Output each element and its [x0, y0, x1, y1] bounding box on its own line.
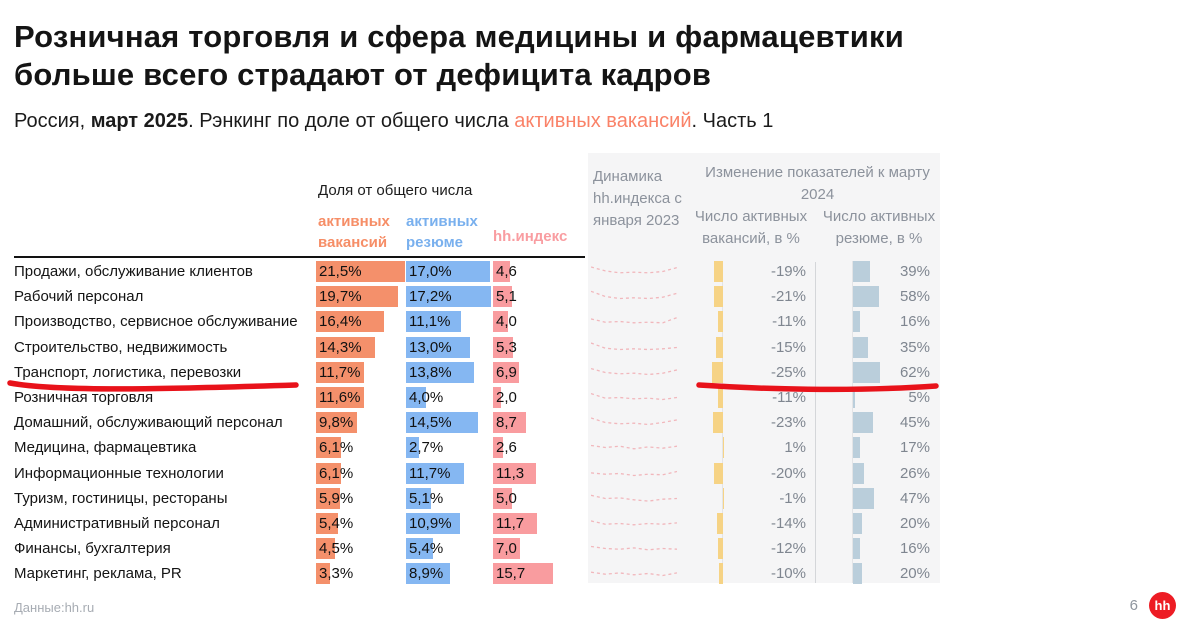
subtitle-text3: . Часть 1	[691, 110, 774, 132]
vacancies-change-value: -11%	[772, 389, 806, 406]
hh-index-bar	[493, 261, 517, 282]
vacancies-share-bar-value: 3,3%	[319, 565, 354, 582]
resumes-share-bar	[406, 463, 464, 484]
vacancies-change-value: -1%	[779, 490, 806, 507]
resumes-change-bar	[853, 538, 860, 559]
resumes-change-value: 20%	[899, 515, 930, 532]
change-group-header: Изменение показателей к марту 2024	[705, 164, 930, 203]
hh-index-bar	[493, 311, 517, 332]
vacancies-change-bar	[714, 286, 723, 307]
category-label: Информационные технологии	[14, 465, 224, 482]
page-title-line1: Розничная торговля и сфера медицины и фармацевтики	[14, 19, 904, 54]
vacancies-change-bar	[716, 337, 723, 358]
table-row	[0, 561, 1191, 586]
category-label: Производство, сервисное обслуживание	[14, 313, 298, 330]
resumes-share-bar	[406, 362, 474, 383]
page-subtitle	[14, 110, 773, 133]
data-source-label: Данные:hh.ru	[14, 600, 95, 615]
resumes-share-bar-value: 4,0%	[409, 389, 444, 406]
table-row	[0, 536, 1191, 561]
vacancies-share-bar-value: 9,8%	[319, 414, 354, 431]
resumes-share-bar	[406, 437, 444, 458]
resumes-share-bar	[406, 261, 490, 282]
subtitle-text: Россия,	[14, 110, 91, 132]
resumes-change-bar	[853, 513, 862, 534]
vacancies-change-value: 1%	[784, 439, 806, 456]
vacancies-share-bar	[316, 538, 354, 559]
resumes-share-bar	[406, 563, 450, 584]
hh-index-sparkline	[591, 465, 677, 482]
hh-index-sparkline	[591, 364, 677, 381]
hh-index-bar	[493, 513, 537, 534]
subtitle-text2: . Рэнкинг по доле от общего числа	[188, 110, 515, 132]
resumes-share-bar-value: 14,5%	[409, 414, 452, 431]
resumes-change-bar	[853, 387, 855, 408]
resumes-change-value: 17%	[899, 439, 930, 456]
resumes-share-bar-value: 17,2%	[409, 288, 452, 305]
hh-index-bar	[493, 387, 517, 408]
column-header-change-resumes: Число активных резюме, в %	[822, 208, 936, 247]
resumes-change-bar	[853, 311, 860, 332]
vacancies-share-bar	[316, 311, 384, 332]
hh-index-bar-value: 7,0	[496, 540, 517, 557]
vacancies-change-bar	[719, 563, 724, 584]
resumes-change-value: 47%	[899, 490, 930, 507]
vacancies-share-bar	[316, 387, 364, 408]
resumes-change-bar	[853, 563, 862, 584]
vacancies-change-bar	[713, 412, 723, 433]
resumes-share-bar-value: 2,7%	[409, 439, 444, 456]
resumes-share-bar	[406, 412, 478, 433]
table-row	[0, 385, 1191, 410]
vacancies-share-bar	[316, 286, 398, 307]
hh-index-sparkline	[591, 339, 677, 356]
vacancies-change-bar	[718, 538, 723, 559]
vacancies-share-bar	[316, 261, 405, 282]
vacancies-share-bar-value: 21,5%	[319, 263, 362, 280]
hh-index-sparkline	[591, 263, 677, 280]
resumes-change-value: 16%	[899, 313, 930, 330]
vacancies-share-bar-value: 4,5%	[319, 540, 354, 557]
vacancies-share-bar	[316, 437, 354, 458]
hh-index-bar	[493, 437, 517, 458]
category-label: Строительство, недвижимость	[14, 339, 228, 356]
vacancies-change-value: -21%	[770, 288, 806, 305]
table-row	[0, 511, 1191, 536]
vacancies-change-value: -10%	[770, 565, 806, 582]
vacancies-share-bar-value: 19,7%	[319, 288, 362, 305]
share-group-header: Доля от общего числа	[318, 182, 473, 199]
hh-index-sparkline	[591, 540, 677, 557]
hh-index-bar-value: 11,7	[496, 515, 525, 532]
subtitle-accent: активных вакансий	[514, 110, 692, 132]
resumes-share-bar	[406, 337, 470, 358]
resumes-change-bar	[853, 286, 879, 307]
table-row	[0, 461, 1191, 486]
resumes-change-value: 39%	[899, 263, 930, 280]
resumes-share-bar	[406, 513, 460, 534]
resumes-change-bar	[853, 362, 880, 383]
vacancies-share-bar	[316, 488, 354, 509]
table-row	[0, 259, 1191, 284]
table-row	[0, 435, 1191, 460]
category-label: Домашний, обслуживающий персонал	[14, 414, 283, 431]
vacancies-share-bar	[316, 412, 357, 433]
vacancies-share-bar	[316, 563, 354, 584]
hh-index-bar	[493, 463, 536, 484]
vacancies-share-bar-value: 16,4%	[319, 313, 362, 330]
column-header-hh-index: hh.индекс	[493, 228, 568, 245]
resumes-change-value: 5%	[908, 389, 930, 406]
hh-index-sparkline	[591, 565, 677, 582]
vacancies-share-bar-value: 5,4%	[319, 515, 354, 532]
hh-index-sparkline	[591, 313, 677, 330]
vacancies-share-bar-value: 11,7%	[319, 364, 361, 381]
vacancies-change-bar	[712, 362, 723, 383]
vacancies-change-value: -19%	[770, 263, 806, 280]
column-header-change-vacancies: Число активных вакансий, в %	[694, 208, 808, 247]
vacancies-change-value: -23%	[770, 414, 806, 431]
vacancies-share-bar-value: 6,1%	[319, 465, 354, 482]
hh-logo: hh	[1149, 592, 1176, 619]
resumes-share-bar-value: 11,7%	[409, 465, 451, 482]
resumes-change-bar	[853, 412, 873, 433]
resumes-share-bar	[406, 311, 461, 332]
resumes-change-value: 62%	[899, 364, 930, 381]
resumes-share-bar-value: 13,0%	[409, 339, 452, 356]
category-label: Рабочий персонал	[14, 288, 144, 305]
vacancies-share-bar	[316, 513, 354, 534]
hh-index-bar	[493, 362, 519, 383]
hh-index-bar-value: 15,7	[496, 565, 526, 582]
hh-index-bar	[493, 412, 526, 433]
resumes-share-bar-value: 17,0%	[409, 263, 452, 280]
hh-index-bar-value: 5,0	[496, 490, 517, 507]
hh-index-bar	[493, 286, 517, 307]
page-number: 6	[1129, 597, 1138, 614]
category-label: Продажи, обслуживание клиентов	[14, 263, 253, 280]
category-label: Розничная торговля	[14, 389, 154, 406]
vacancies-share-bar-value: 6,1%	[319, 439, 354, 456]
vacancies-change-value: -12%	[770, 540, 806, 557]
resumes-change-bar	[853, 463, 864, 484]
hh-index-sparkline	[591, 490, 677, 507]
resumes-share-bar-value: 8,9%	[409, 565, 444, 582]
resumes-change-value: 26%	[899, 465, 930, 482]
hh-index-bar-value: 5,3	[496, 339, 517, 356]
table-row	[0, 486, 1191, 511]
table-row	[0, 309, 1191, 334]
hh-index-bar	[493, 563, 553, 584]
page-title-line2: больше всего страдают от дефицита кадров	[14, 57, 712, 92]
vacancies-share-bar-value: 5,9%	[319, 490, 354, 507]
resumes-share-bar-value: 5,1%	[409, 490, 444, 507]
table-row	[0, 410, 1191, 435]
resumes-change-bar	[853, 488, 874, 509]
category-label: Финансы, бухгалтерия	[14, 540, 171, 557]
hh-index-sparkline	[591, 414, 677, 431]
vacancies-change-value: -25%	[770, 364, 806, 381]
vacancies-change-bar	[718, 311, 723, 332]
resumes-change-bar	[853, 337, 868, 358]
hh-index-bar-value: 4,6	[496, 263, 517, 280]
hh-index-bar-value: 5,1	[496, 288, 517, 305]
hh-index-bar-value: 2,6	[496, 439, 517, 456]
vacancies-change-bar	[714, 261, 723, 282]
subtitle-date: март 2025	[90, 110, 189, 132]
resumes-change-bar	[853, 437, 860, 458]
vacancies-share-bar-value: 14,3%	[319, 339, 362, 356]
vacancies-change-value: -20%	[770, 465, 806, 482]
vacancies-change-bar	[717, 513, 723, 534]
vacancies-change-value: -11%	[772, 313, 806, 330]
category-label: Маркетинг, реклама, PR	[14, 565, 182, 582]
resumes-change-value: 35%	[899, 339, 930, 356]
resumes-change-value: 16%	[899, 540, 930, 557]
resumes-share-bar	[406, 286, 491, 307]
table-row	[0, 284, 1191, 309]
hh-index-bar	[493, 538, 520, 559]
vacancies-change-bar	[714, 463, 723, 484]
resumes-change-value: 45%	[899, 414, 930, 431]
resumes-change-value: 58%	[899, 288, 930, 305]
resumes-share-bar-value: 13,8%	[409, 364, 452, 381]
hh-index-sparkline	[591, 389, 677, 406]
resumes-change-bar	[853, 261, 870, 282]
vacancies-change-bar	[718, 387, 723, 408]
hh-index-bar-value: 4,0	[496, 313, 517, 330]
hh-index-sparkline	[591, 515, 677, 532]
resumes-share-bar	[406, 488, 444, 509]
hh-index-bar-value: 8,7	[496, 414, 517, 431]
column-header-dynamics: Динамика hh.индекса с января 2023	[593, 168, 682, 229]
category-label: Транспорт, логистика, перевозки	[14, 364, 242, 381]
hh-index-sparkline	[591, 439, 677, 456]
category-label: Административный персонал	[14, 515, 220, 532]
vacancies-change-value: -15%	[770, 339, 806, 356]
header-divider-line	[14, 256, 585, 258]
category-label: Медицина, фармацевтика	[14, 439, 197, 456]
vacancies-share-bar	[316, 337, 375, 358]
vacancies-change-value: -14%	[770, 515, 806, 532]
resumes-share-bar	[406, 387, 444, 408]
hh-index-bar-value: 6,9	[496, 364, 517, 381]
column-header-active-resumes: активных резюме	[406, 213, 478, 251]
table-row	[0, 335, 1191, 360]
hh-index-sparkline	[591, 288, 677, 305]
vacancies-share-bar	[316, 362, 364, 383]
column-header-active-vacancies: активных вакансий	[318, 213, 390, 251]
resumes-share-bar-value: 11,1%	[409, 313, 451, 330]
page-title	[14, 18, 904, 94]
resumes-share-bar	[406, 538, 444, 559]
hh-index-bar	[493, 488, 517, 509]
vacancies-share-bar	[316, 463, 354, 484]
hh-index-bar-value: 2,0	[496, 389, 517, 406]
resumes-share-bar-value: 5,4%	[409, 540, 444, 557]
hh-index-bar-value: 11,3	[496, 465, 525, 482]
resumes-share-bar-value: 10,9%	[409, 515, 452, 532]
resumes-change-value: 20%	[899, 565, 930, 582]
table-row	[0, 360, 1191, 385]
hh-index-bar	[493, 337, 517, 358]
vacancies-share-bar-value: 11,6%	[319, 389, 361, 406]
category-label: Туризм, гостиницы, рестораны	[14, 490, 228, 507]
